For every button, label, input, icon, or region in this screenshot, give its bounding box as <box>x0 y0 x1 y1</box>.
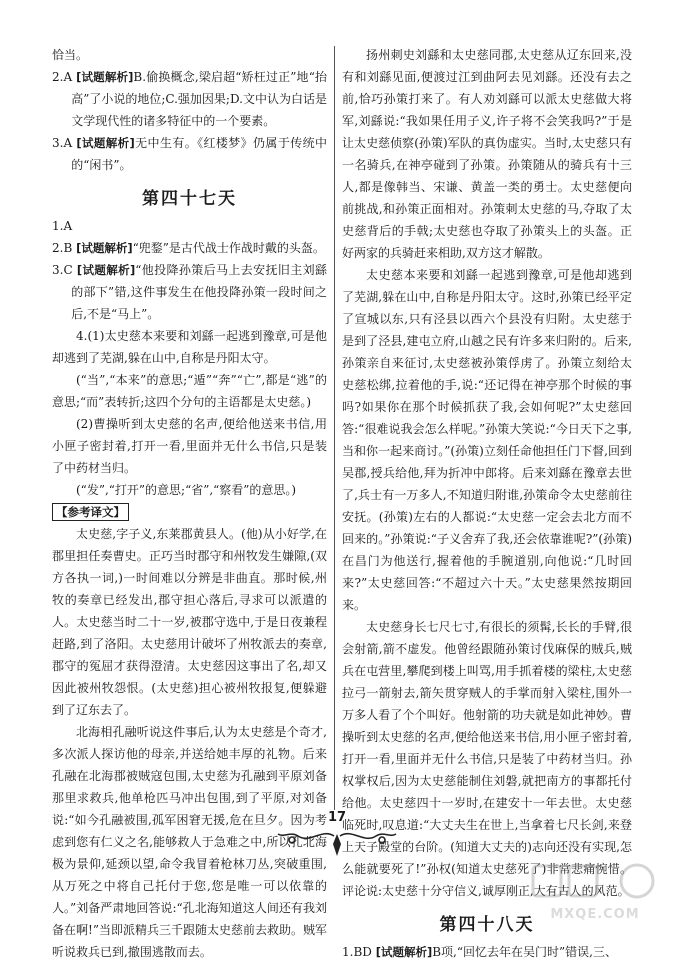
translation-paragraph: 太史慈身长七尺七寸,有很长的须髯,长长的手臂,很会射箭,箭不虚发。他曾经跟随孙策讨伐麻保的贼兵,贼兵在屯营里,攀爬到楼上叫骂,用手抓着楼的梁柱,太史慈拉弓一箭射去,箭矢贯穿贼人的手掌而射入梁柱,围外一万多人看了个个叫好。他射箭的功夫就是如此神妙。曹操听到太史慈的名声,便给他送来书信,用小匣子密封着,打开一看,里面并无什么书信,只是装了中药材当归。孙权掌权后,因为太史慈能制住刘磐,就把南方的事都托付给他。太史慈四十一岁时,在建安十一年去世。太史慈临死时,叹息道:“大丈夫生在世上,当拿着七尺长剑,来登上天子殿堂的台阶。(知道大丈夫的)志向还没有实现,怎么能就要死了!”孙权(知道太史慈死了)非常悲痛惋惜。评论说:太史慈十分守信义,诚厚刚正,大有古人的风范。 <box>342 620 632 898</box>
column-divider <box>334 46 335 810</box>
translation-paragraph: 扬州刺史刘繇和太史慈同郡,太史慈从辽东回来,没有和刘繇见面,便渡过江到曲阿去见刘繇。还没有去之前,恰巧孙策打来了。有人劝刘繇可以派太史慈做大将军,刘繇说:“我如果任用子义,许子将不会笑我吗?”于是让太史慈侦察(孙策)军队的真伪虚实。当时,太史慈只有一名骑兵,在神亭碰到了孙策。孙策随从的骑兵有十三人,都是像韩当、宋谦、黄盖一类的勇士。太史慈便向前挑战,和孙策正面相对。孙策刺太史慈的马,夺取了太史慈背后的手戟;太史慈也夺取了孙策头上的头盔。正好两家的兵骑赶来相助,双方这才解散。 <box>342 48 632 260</box>
question-4-answer <box>52 325 327 501</box>
reference-translation <box>52 523 327 963</box>
answer-number: 2.B <box>52 241 73 255</box>
analysis-tag: [试题解析] <box>76 241 133 255</box>
answer-paragraph: (2)曹操听到太史慈的名声,便给他送来书信,用小匣子密封着,打开一看,里面并无什么书信,只是装了中药材当归。 <box>52 417 327 475</box>
answer-list-46 <box>52 66 327 176</box>
answer-text: B项,“回忆去年在吴门时”错误,三、 <box>432 945 617 959</box>
answer-number: 2.A <box>52 70 73 84</box>
answer-item <box>52 66 327 132</box>
analysis-tag: [试题解析] <box>375 945 433 959</box>
analysis-tag: [试题解析] <box>76 136 135 150</box>
watermark-logo-icon <box>525 858 665 904</box>
answer-text: B.偷换概念,梁启超“矫枉过正”地“抬高”了小说的地位;C.强加因果;D.文中认为白话是文学现代性的诸多特征中的一个要素。 <box>71 70 327 128</box>
watermark <box>525 858 665 924</box>
answer-number: 1.A <box>52 219 73 233</box>
section-title-day-47: 第四十七天 <box>142 189 237 209</box>
answer-text: 无中生有。《红楼梦》仍属于传统中的“闲书”。 <box>71 136 327 172</box>
answer-paragraph: (“发”,“打开”的意思;“省”,“察看”的意思。) <box>76 483 297 497</box>
continued-line: 恰当。 <box>52 48 89 62</box>
answer-paragraph: (“当”,“本来”的意思;“遁”“奔”“亡”,都是“逃”的意思;“而”表转折;这四个分句的主语都是太史慈。) <box>52 373 327 409</box>
analysis-tag: [试题解析] <box>76 263 136 277</box>
answer-list-47 <box>52 215 327 325</box>
answer-number: 1.BD <box>342 945 372 959</box>
reference-translation-label: 【参考译文】 <box>52 503 129 521</box>
page-number: 17 <box>327 810 347 825</box>
page-footer <box>272 810 402 860</box>
answer-item <box>52 132 327 176</box>
answer-number: 3.C <box>52 263 73 277</box>
section-title-day-48: 第四十八天 <box>439 915 535 935</box>
watermark-text: MXQE.COM <box>550 907 640 922</box>
translation-paragraph: 北海相孔融听说这件事后,认为太史慈是个奇才,多次派人探访他的母亲,并送给她丰厚的礼物。后来孔融在北海郡被贼寇包围,太史慈为孔融到平原刘备那里求救兵,他单枪匹马冲出包围,到了平原,对刘备说:“如今孔融被围,孤军困窘无援,危在旦夕。因为考虑到您有仁义之名,能够救人于急难之中,所以孔北海极为景仰,延颈以望,命令我冒着枪林刀丛,突破重围,从万死之中将自己托付于您,您是唯一可以依靠的人。”刘备严肃地回答说:“孔北海知道这人间还有我刘备在啊!”当即派精兵三千跟随太史慈前去救助。贼军听说救兵已到,撤围逃散而去。 <box>52 725 327 959</box>
answer-item <box>52 259 327 325</box>
reference-translation-continued <box>342 44 632 902</box>
answer-text: “兜鍪”是古代战士作战时戴的头盔。 <box>132 241 325 255</box>
answer-number: 3.A <box>52 136 73 150</box>
answer-item <box>52 237 327 259</box>
analysis-tag: [试题解析] <box>76 70 134 84</box>
answer-paragraph: 4.(1)太史慈本来要和刘繇一起逃到豫章,可是他却逃到了芜湖,躲在山中,自称是丹阳太守。 <box>52 329 327 365</box>
translation-paragraph: 太史慈本来要和刘繇一起逃到豫章,可是他却逃到了芜湖,躲在山中,自称是丹阳太守。这时,孙策已经平定了宣城以东,只有泾县以西六个县没有归附。太史慈于是到了泾县,建屯立府,山越之民有许多来归附的。后来,孙策亲自来征讨,太史慈被孙策俘虏了。孙策立刻给太史慈松绑,拉着他的手,说:“还记得在神亭那个时候的事吗?如果你在那个时候抓获了我,会如何呢?”太史慈回答:“很难说我会怎么样呢。”孙策大笑说:“今日天下之事,当和你一起来商讨。”(孙策)立刻任命他担任门下督,回到吴郡,授兵给他,拜为折冲中郎将。后来刘繇在豫章去世了,兵士有一万多人,不知道归附谁,孙策命令太史慈前往安抚。(孙策)左右的人都说:“太史慈一定会去北方而不回来的。”孙策说:“子义舍弃了我,还会依靠谁呢?”(孙策)在昌门为他送行,握着他的手腕道别,向他说:“几时回来?”太史慈回答:“不超过六十天。”太史慈果然按期回来。 <box>342 268 632 612</box>
answer-item <box>342 941 632 963</box>
answer-text: “他投降孙策后马上去安抚旧主刘繇的部下”错,这件事发生在他投降孙策一段时间之后,不是“马上”。 <box>71 263 327 321</box>
answer-item <box>52 215 327 237</box>
translation-paragraph: 太史慈,字子义,东莱郡黄县人。(他)从小好学,在郡里担任奏曹史。正巧当时郡守和州牧发生嫌隙,(双方各执一词,)一时间难以分辨是非曲直。那时候,州牧的奏章已经发出,郡守担心落后,寻求可以派遣的人。太史慈当时二十一岁,被郡守选中,于是日夜兼程赶路,到了洛阳。太史慈用计破坏了州牧派去的奏章,郡守的冤屈才获得澄清。太史慈因这事出了名,却又因此被州牧怨恨。(太史慈)担心被州牧报复,便躲避到了辽东去了。 <box>52 527 327 717</box>
